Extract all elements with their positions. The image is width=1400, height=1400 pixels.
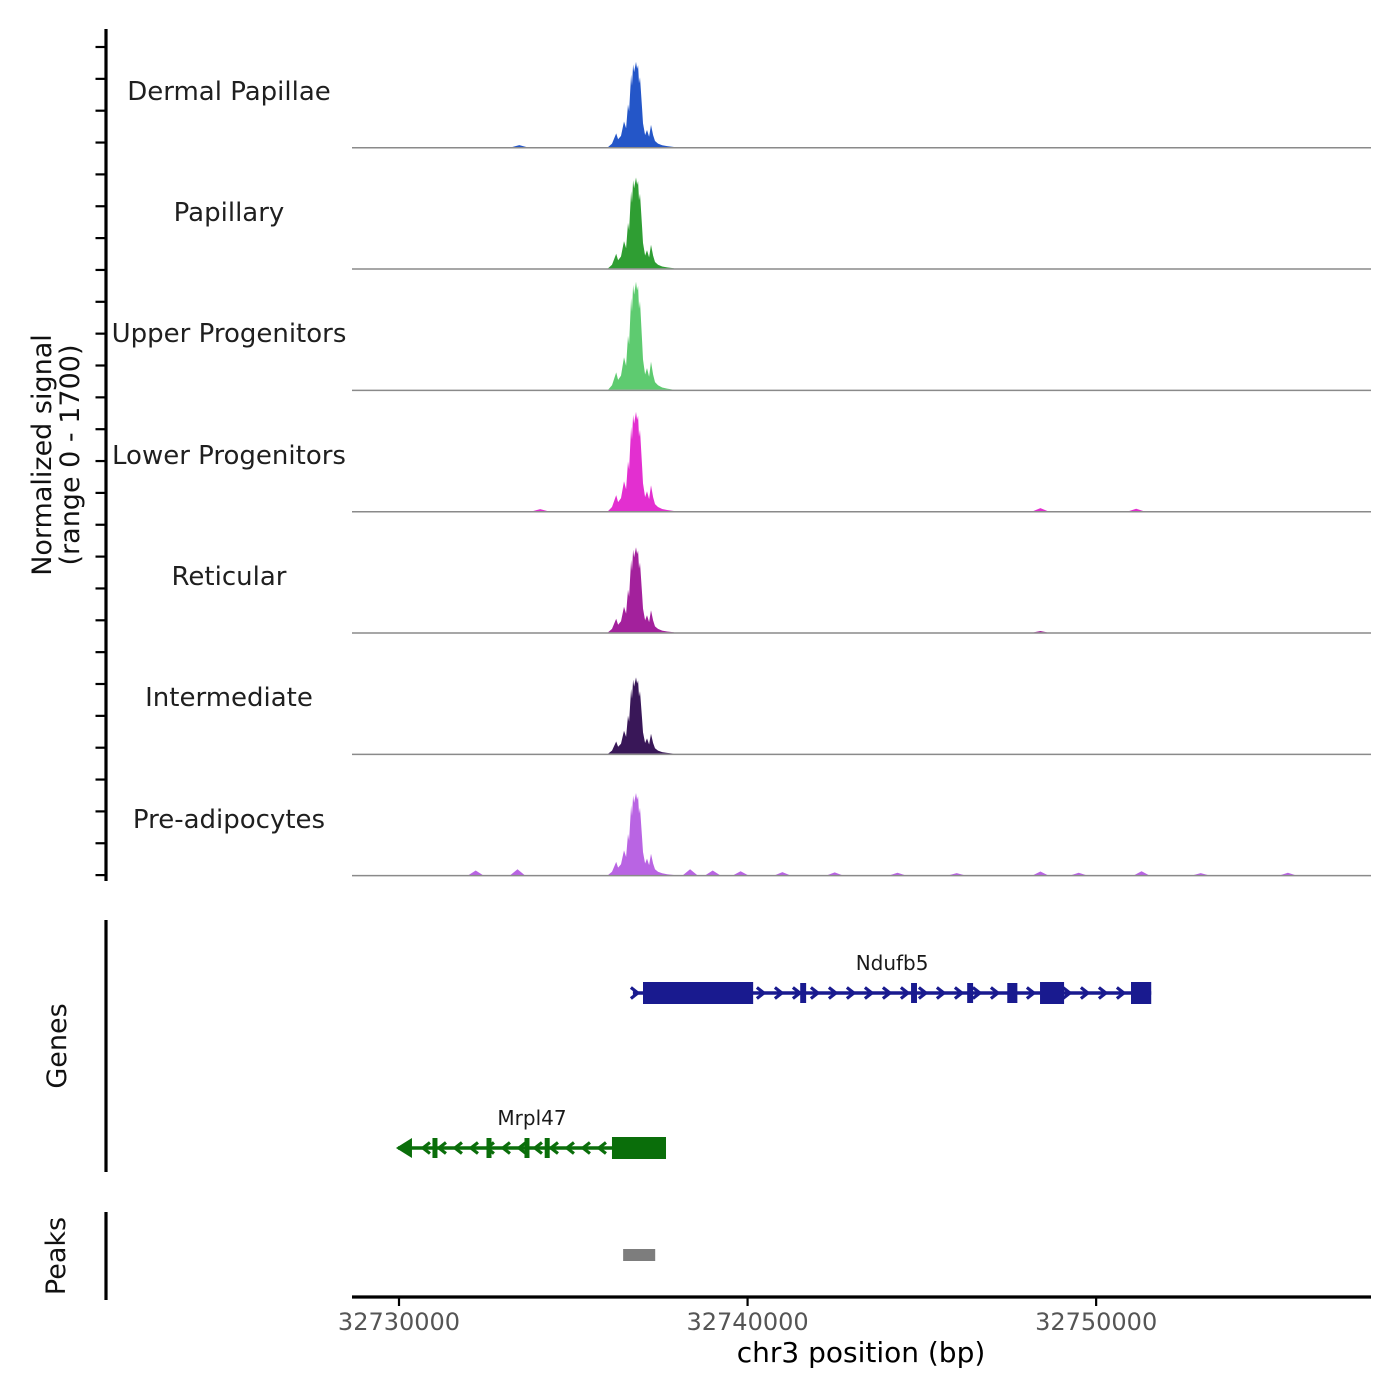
track-label-upper-progenitors: Upper Progenitors (111, 319, 347, 349)
x-tick-label: 32750000 (1035, 1308, 1158, 1336)
peak-region-box (623, 1249, 655, 1261)
gene-exon (545, 1138, 550, 1158)
track-label-papillary: Papillary (173, 198, 285, 228)
gene-exon (800, 983, 806, 1003)
x-axis-title: chr3 position (bp) (736, 1336, 986, 1369)
gene-exon (524, 1138, 529, 1158)
gene-exon (612, 1137, 666, 1159)
track-label-reticular: Reticular (171, 562, 287, 592)
gene-exon (967, 983, 973, 1003)
y-axis-label-line2: (range 0 - 1700) (55, 344, 86, 566)
track-label-intermediate: Intermediate (145, 683, 313, 713)
y-axis-label-line1: Normalized signal (27, 334, 58, 576)
genes-section-label: Genes (42, 1003, 73, 1089)
gene-label: Ndufb5 (855, 951, 929, 975)
y-axis-label (29, 275, 85, 635)
gene-exon (1040, 982, 1064, 1004)
gene-exon (486, 1138, 491, 1158)
signal-peak-2 (608, 282, 674, 390)
gene-label: Mrpl47 (497, 1106, 567, 1130)
track-label-lower-progenitors: Lower Progenitors (112, 441, 346, 471)
gene-exon (643, 982, 753, 1004)
x-tick-label: 32740000 (686, 1308, 809, 1336)
signal-peak-1 (608, 178, 674, 269)
gene-exon (1131, 982, 1151, 1004)
x-tick-label: 32730000 (337, 1308, 461, 1336)
signal-peak-0 (608, 62, 674, 147)
gene-exon (1007, 983, 1017, 1003)
gene-exon (911, 983, 917, 1003)
peaks-section-label: Peaks (41, 1216, 72, 1296)
signal-peak-6 (608, 793, 674, 875)
gene-end-arrowhead-icon (396, 1138, 412, 1158)
gene-exon (432, 1138, 437, 1158)
track-label-dermal-papillae: Dermal Papillae (127, 77, 331, 107)
signal-peak-3 (608, 412, 674, 511)
track-label-pre-adipocytes: Pre-adipocytes (132, 805, 326, 835)
signal-peak-4 (608, 547, 674, 632)
signal-peak-5 (608, 677, 674, 753)
